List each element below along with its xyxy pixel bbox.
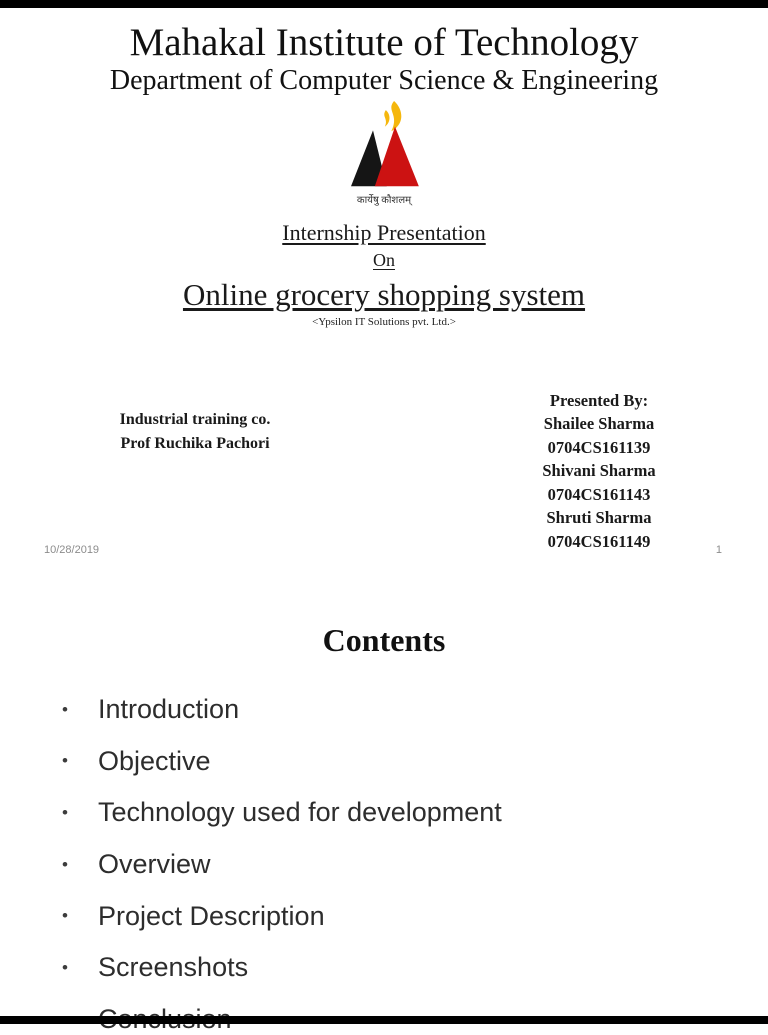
presented-by-line: Presented By: [549, 391, 649, 410]
slide-page-number: 1 [715, 544, 722, 556]
list-item [62, 747, 768, 777]
presentation-label: Internship Presentation [282, 220, 486, 245]
bullet-icon: • [62, 906, 68, 926]
list-item [62, 798, 768, 828]
logo-block [0, 101, 768, 206]
bullet-text: Technology used for development [98, 797, 502, 828]
presented-by-line: 0704CS161149 [547, 531, 651, 551]
institute-title: Mahakal Institute of Technology [129, 21, 639, 64]
training-line: Industrial training co. [119, 411, 271, 428]
list-item [62, 902, 768, 932]
logo-flame-icon [391, 101, 401, 131]
bullet-icon: • [62, 751, 68, 771]
list-item [62, 695, 768, 725]
logo-flame-streak-icon [384, 110, 389, 127]
bullet-text: Introduction [98, 694, 240, 724]
bullet-text: Screenshots [98, 952, 249, 983]
slide-1 [0, 8, 768, 560]
institute-logo-icon [338, 101, 430, 189]
list-item [62, 850, 768, 880]
logo-motto: कार्येषु कौशलम् [356, 195, 412, 206]
on-label: On [373, 250, 395, 270]
slide-date: 10/28/2019 [44, 544, 100, 556]
slide-2 [0, 560, 768, 1016]
presented-by-block [524, 389, 674, 553]
bottom-border-bar [0, 1016, 768, 1024]
bullet-icon: • [62, 957, 68, 977]
presented-by-line: Shivani Sharma [542, 461, 656, 481]
top-border-bar [0, 0, 768, 8]
training-info [90, 408, 300, 456]
logo-right-triangle [375, 127, 419, 187]
contents-list [0, 695, 768, 1035]
project-title: Online grocery shopping system [182, 277, 586, 312]
presented-by-line: Shailee Sharma [543, 414, 655, 434]
presented-by-line: 0704CS161139 [547, 437, 651, 457]
bullet-icon: • [62, 854, 68, 874]
presented-by-line: 0704CS161143 [547, 484, 651, 504]
list-item [62, 953, 768, 983]
bullet-text: Objective [98, 745, 211, 776]
contents-title: Contents [322, 622, 446, 658]
presented-by-line: Shruti Sharma [546, 508, 652, 528]
training-line: Prof Ruchika Pachori [120, 435, 270, 452]
bullet-text: Project Description [98, 900, 325, 931]
company-name: <Ypsilon IT Solutions pvt. Ltd.> [312, 316, 456, 328]
bullet-text: Overview [98, 849, 211, 880]
department-subtitle: Department of Computer Science & Engineering [109, 65, 659, 96]
bullet-icon: • [62, 802, 68, 822]
bullet-icon: • [62, 699, 68, 719]
